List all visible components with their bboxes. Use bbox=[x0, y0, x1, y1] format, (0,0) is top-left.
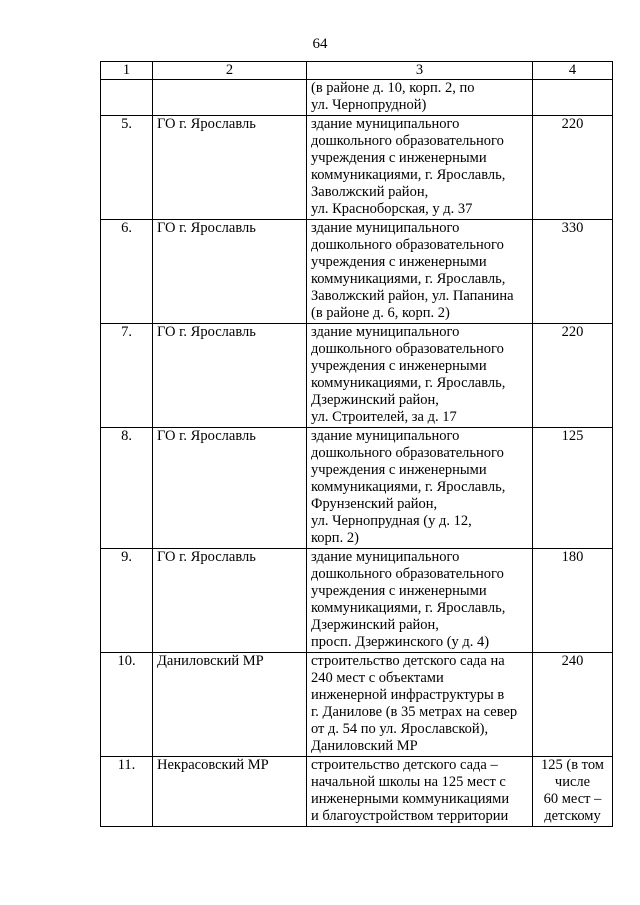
row-number-cell bbox=[101, 80, 153, 116]
municipality-cell: ГО г. Ярославль bbox=[153, 220, 307, 324]
description-line: строительство детского сада – bbox=[311, 757, 498, 773]
capacity-line: 220 bbox=[561, 324, 584, 340]
capacity-line: числе bbox=[554, 774, 591, 790]
header-cell-4: 4 bbox=[533, 62, 613, 80]
object-description-cell bbox=[307, 757, 533, 827]
description-line: инженерными коммуникациями bbox=[311, 791, 510, 807]
object-description-cell bbox=[307, 220, 533, 324]
description-line: (в районе д. 6, корп. 2) bbox=[311, 305, 450, 321]
description-line: ул. Чернопрудной) bbox=[311, 97, 427, 113]
description-line: Даниловский МР bbox=[311, 738, 418, 754]
description-line: Фрунзенский район, bbox=[311, 496, 438, 512]
object-description-cell bbox=[307, 324, 533, 428]
table-row bbox=[101, 220, 613, 324]
municipality-cell: Некрасовский МР bbox=[153, 757, 307, 827]
description-line: и благоустройством территории bbox=[311, 808, 509, 824]
row-number-cell: 11. bbox=[101, 757, 153, 827]
table-row bbox=[101, 116, 613, 220]
description-line: учреждения с инженерными bbox=[311, 583, 487, 599]
description-line: коммуникациями, г. Ярославль, bbox=[311, 479, 506, 495]
description-line: строительство детского сада на bbox=[311, 653, 505, 669]
description-line: корп. 2) bbox=[311, 530, 359, 546]
table-row bbox=[101, 428, 613, 549]
description-line: ул. Красноборская, у д. 37 bbox=[311, 201, 473, 217]
object-description-cell bbox=[307, 549, 533, 653]
description-line: 240 мест с объектами bbox=[311, 670, 444, 686]
description-line: инженерной инфраструктуры в bbox=[311, 687, 505, 703]
data-table bbox=[100, 61, 613, 827]
capacity-cell bbox=[533, 757, 613, 827]
municipality-cell: ГО г. Ярославль bbox=[153, 116, 307, 220]
description-line: Заволжский район, ул. Папанина bbox=[311, 288, 514, 304]
description-line: здание муниципального bbox=[311, 428, 460, 444]
municipality-cell: Даниловский МР bbox=[153, 653, 307, 757]
capacity-line: 180 bbox=[561, 549, 584, 565]
description-line: от д. 54 по ул. Ярославской), bbox=[311, 721, 489, 737]
capacity-line: детскому bbox=[544, 808, 601, 824]
table-row bbox=[101, 549, 613, 653]
description-line: коммуникациями, г. Ярославль, bbox=[311, 375, 506, 391]
capacity-cell bbox=[533, 549, 613, 653]
row-number-cell: 5. bbox=[101, 116, 153, 220]
row-number-cell: 6. bbox=[101, 220, 153, 324]
capacity-line: 240 bbox=[561, 653, 584, 669]
description-line: Дзержинский район, bbox=[311, 392, 439, 408]
header-cell-1: 1 bbox=[101, 62, 153, 80]
capacity-cell bbox=[533, 116, 613, 220]
municipality-cell: ГО г. Ярославль bbox=[153, 428, 307, 549]
capacity-line: 60 мест – bbox=[543, 791, 602, 807]
capacity-cell bbox=[533, 324, 613, 428]
row-number-cell: 8. bbox=[101, 428, 153, 549]
description-line: начальной школы на 125 мест с bbox=[311, 774, 506, 790]
description-line: дошкольного образовательного bbox=[311, 341, 504, 357]
description-line: здание муниципального bbox=[311, 324, 460, 340]
description-line: Дзержинский район, bbox=[311, 617, 439, 633]
description-line: здание муниципального bbox=[311, 116, 460, 132]
table-row bbox=[101, 80, 613, 116]
municipality-cell bbox=[153, 80, 307, 116]
object-description-cell bbox=[307, 116, 533, 220]
table-row bbox=[101, 324, 613, 428]
description-line: учреждения с инженерными bbox=[311, 150, 487, 166]
row-number-cell: 9. bbox=[101, 549, 153, 653]
description-line: Заволжский район, bbox=[311, 184, 429, 200]
municipality-cell: ГО г. Ярославль bbox=[153, 549, 307, 653]
capacity-cell bbox=[533, 653, 613, 757]
description-line: учреждения с инженерными bbox=[311, 462, 487, 478]
capacity-line: 125 (в том bbox=[541, 757, 604, 773]
capacity-cell bbox=[533, 428, 613, 549]
header-cell-3: 3 bbox=[307, 62, 533, 80]
description-line: здание муниципального bbox=[311, 549, 460, 565]
capacity-line: 330 bbox=[561, 220, 584, 236]
capacity-cell bbox=[533, 80, 613, 116]
description-line: просп. Дзержинского (у д. 4) bbox=[311, 634, 490, 650]
row-number-cell: 10. bbox=[101, 653, 153, 757]
description-line: коммуникациями, г. Ярославль, bbox=[311, 167, 506, 183]
description-line: дошкольного образовательного bbox=[311, 133, 504, 149]
description-line: учреждения с инженерными bbox=[311, 358, 487, 374]
table-row bbox=[101, 653, 613, 757]
description-line: дошкольного образовательного bbox=[311, 237, 504, 253]
capacity-cell bbox=[533, 220, 613, 324]
object-description-cell bbox=[307, 80, 533, 116]
capacity-line: 220 bbox=[561, 116, 584, 132]
description-line: ул. Строителей, за д. 17 bbox=[311, 409, 457, 425]
description-line: (в районе д. 10, корп. 2, по bbox=[311, 80, 475, 96]
table-row bbox=[101, 757, 613, 827]
row-number-cell: 7. bbox=[101, 324, 153, 428]
description-line: ул. Чернопрудная (у д. 12, bbox=[311, 513, 472, 529]
capacity-line: 125 bbox=[561, 428, 584, 444]
table-body bbox=[101, 62, 613, 827]
description-line: здание муниципального bbox=[311, 220, 460, 236]
description-line: коммуникациями, г. Ярославль, bbox=[311, 271, 506, 287]
description-line: г. Данилове (в 35 метрах на север bbox=[311, 704, 518, 720]
description-line: дошкольного образовательного bbox=[311, 445, 504, 461]
municipality-cell: ГО г. Ярославль bbox=[153, 324, 307, 428]
object-description-cell bbox=[307, 428, 533, 549]
header-row bbox=[101, 62, 613, 80]
description-line: коммуникациями, г. Ярославль, bbox=[311, 600, 506, 616]
page-number: 64 bbox=[312, 36, 328, 52]
header-cell-2: 2 bbox=[153, 62, 307, 80]
description-line: дошкольного образовательного bbox=[311, 566, 504, 582]
object-description-cell bbox=[307, 653, 533, 757]
description-line: учреждения с инженерными bbox=[311, 254, 487, 270]
